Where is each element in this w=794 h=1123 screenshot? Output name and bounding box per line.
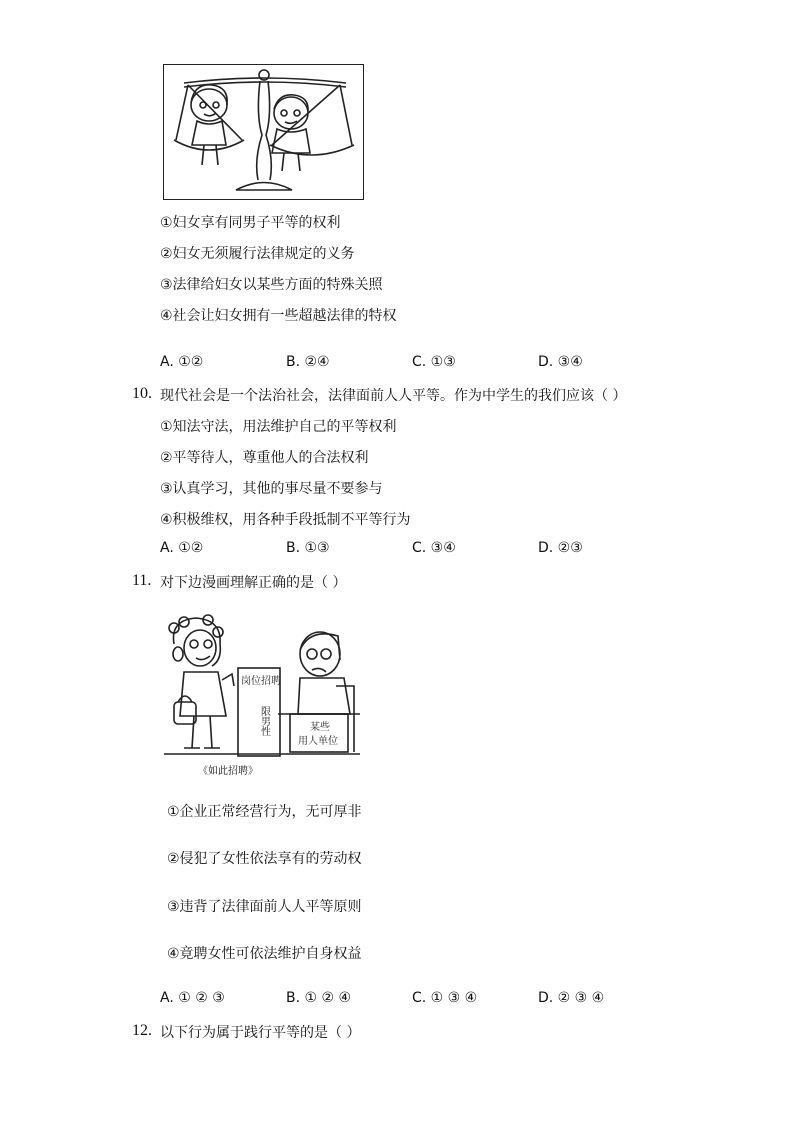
q12-text: 以下行为属于践行平等的是（ ） <box>160 1025 361 1041</box>
q10-statement-1: ①知法守法，用法维护自己的平等权利 <box>160 419 397 435</box>
q11-option-d[interactable]: D. ② ③ ④ <box>538 990 605 1006</box>
q11-statement-4: ④竟聘女性可依法维护自身权益 <box>167 946 362 962</box>
q10-option-a[interactable]: A. ①② <box>160 540 204 556</box>
q9-statement-2: ②妇女无须履行法律规定的义务 <box>160 246 355 262</box>
q9-option-a[interactable]: A. ①② <box>160 354 204 370</box>
q9-option-b[interactable]: B. ②④ <box>286 354 330 370</box>
q9-option-c[interactable]: C. ①③ <box>412 354 456 370</box>
q9-statement-4: ④社会让妇女拥有一些超越法律的特权 <box>160 308 397 324</box>
q11-number: 11. <box>132 572 152 589</box>
desk-label-2: 用人单位 <box>298 736 338 747</box>
q11-option-c[interactable]: C. ① ③ ④ <box>412 990 478 1006</box>
q10-option-d[interactable]: D. ②③ <box>538 540 583 556</box>
q10-statement-2: ②平等待人，尊重他人的合法权利 <box>160 450 369 466</box>
desk-label-1: 某些 <box>310 722 330 733</box>
q9-statement-1: ①妇女享有同男子平等的权利 <box>160 215 341 231</box>
sign-title: 岗位招聘 <box>241 676 281 687</box>
q10-number: 10. <box>132 385 152 402</box>
scale-cartoon-figure <box>163 64 364 200</box>
scale-cartoon-icon <box>164 65 362 198</box>
hiring-cartoon-icon <box>160 614 362 764</box>
q9-option-d[interactable]: D. ③④ <box>538 354 583 370</box>
q9-statement-3: ③法律给妇女以某些方面的特殊关照 <box>160 277 383 293</box>
q11-statement-3: ③违背了法律面前人人平等原则 <box>167 899 362 915</box>
q10-text: 现代社会是一个法治社会，法律面前人人平等。作为中学生的我们应该（ ） <box>160 388 627 404</box>
cartoon-caption: 《如此招聘》 <box>198 766 258 777</box>
q12-number: 12. <box>132 1022 152 1039</box>
hiring-cartoon-figure <box>160 614 362 774</box>
q11-option-b[interactable]: B. ① ② ④ <box>286 990 352 1006</box>
q11-text: 对下边漫画理解正确的是（ ） <box>160 575 347 591</box>
q11-statement-2: ②侵犯了女性依法享有的劳动权 <box>167 851 362 867</box>
q11-statement-1: ①企业正常经营行为，无可厚非 <box>167 804 362 820</box>
q10-option-c[interactable]: C. ③④ <box>412 540 456 556</box>
q11-option-a[interactable]: A. ① ② ③ <box>160 990 225 1006</box>
q10-statement-3: ③认真学习，其他的事尽量不要参与 <box>160 481 383 497</box>
q10-statement-4: ④积极维权，用各种手段抵制不平等行为 <box>160 512 411 528</box>
sign-body: 限男性 <box>258 706 270 736</box>
q10-option-b[interactable]: B. ①③ <box>286 540 330 556</box>
